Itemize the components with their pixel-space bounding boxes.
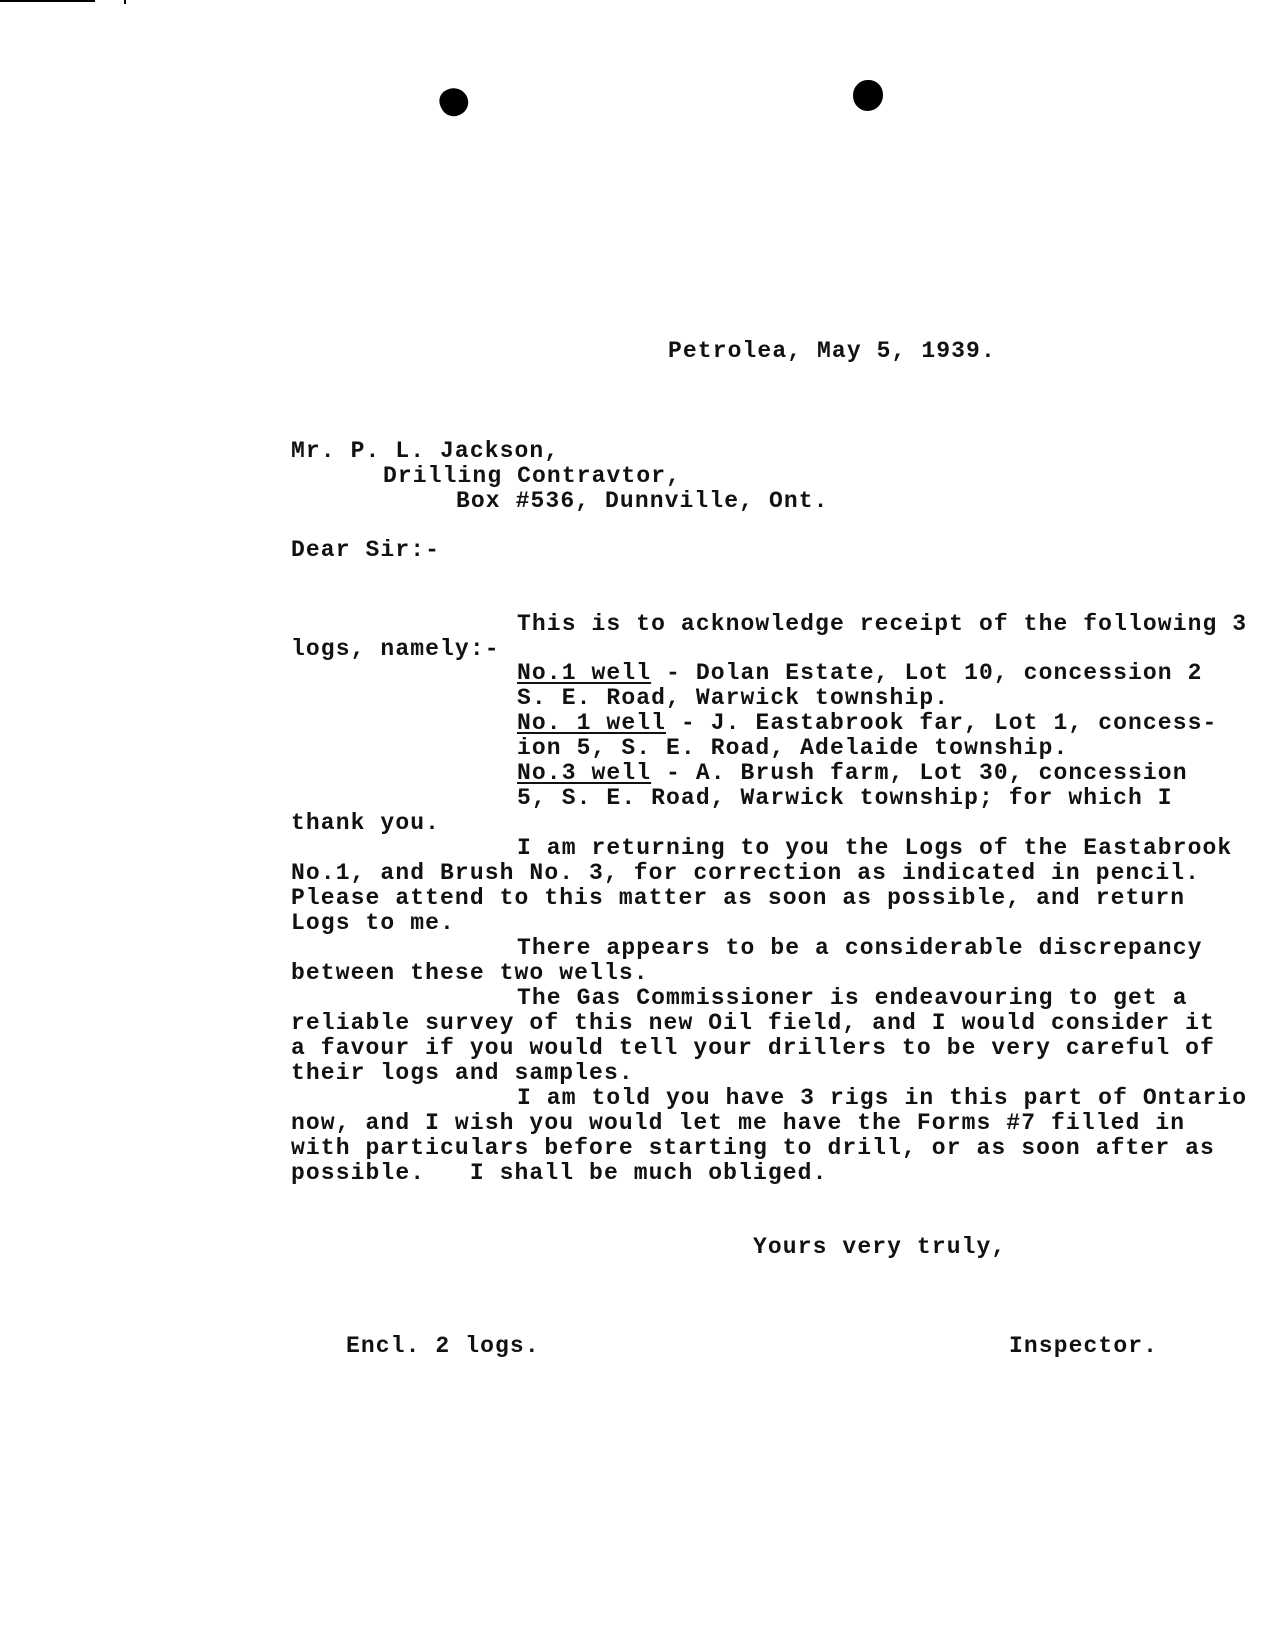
well-label: No. 1 well [517, 710, 667, 736]
body-line: No.1, and Brush No. 3, for correction as indicated in pencil. [291, 860, 1201, 886]
body-line: between these two wells. [291, 960, 649, 986]
well-entry-3 [517, 761, 1188, 786]
body-line: This is to acknowledge receipt of the following 3 [517, 611, 1248, 637]
body-line: thank you. [291, 810, 441, 836]
closing: Yours very truly, [753, 1234, 1007, 1260]
well-description: - Dolan Estate, Lot 10, concession 2 [651, 660, 1203, 686]
punch-hole-left [435, 83, 472, 120]
date-line: Petrolea, May 5, 1939. [668, 338, 996, 364]
punch-hole-right [853, 80, 883, 111]
body-line: S. E. Road, Warwick township. [517, 685, 950, 711]
well-entry-1 [517, 661, 1203, 686]
body-line: ion 5, S. E. Road, Adelaide township. [517, 735, 1069, 761]
recipient-name: Mr. P. L. Jackson, [291, 438, 560, 464]
body-line: I am told you have 3 rigs in this part of Ontario [517, 1085, 1248, 1111]
body-line: now, and I wish you would let me have the Forms #7 filled in [291, 1110, 1186, 1136]
body-line: with particulars before starting to drill, or as soon after as [291, 1135, 1215, 1161]
recipient-title: Drilling Contravtor, [383, 463, 682, 489]
well-description: - A. Brush farm, Lot 30, concession [651, 760, 1188, 786]
body-line: There appears to be a considerable discrepancy [517, 935, 1203, 961]
body-line: Please attend to this matter as soon as possible, and return [291, 885, 1186, 911]
well-label: No.1 well [517, 660, 652, 686]
well-entry-2 [517, 711, 1217, 736]
body-line: their logs and samples. [291, 1060, 634, 1086]
body-line: logs, namely:- [291, 636, 500, 662]
scan-edge-tick [124, 0, 126, 4]
body-line: possible. I shall be much obliged. [291, 1160, 828, 1186]
body-line: Logs to me. [291, 910, 455, 936]
body-line: a favour if you would tell your drillers to be very careful of [291, 1035, 1215, 1061]
body-line: I am returning to you the Logs of the Eastabrook [517, 835, 1233, 861]
recipient-address: Box #536, Dunnville, Ont. [456, 488, 829, 514]
body-line: reliable survey of this new Oil field, and I would consider it [291, 1010, 1215, 1036]
salutation: Dear Sir:- [291, 537, 441, 563]
body-line: The Gas Commissioner is endeavouring to get a [517, 985, 1188, 1011]
well-label: No.3 well [517, 760, 652, 786]
signature-title: Inspector. [1009, 1333, 1159, 1359]
enclosure-note: Encl. 2 logs. [346, 1333, 540, 1359]
scan-edge-mark [0, 0, 95, 2]
well-description: - J. Eastabrook far, Lot 1, concess- [666, 710, 1218, 736]
body-line: 5, S. E. Road, Warwick township; for which I [517, 785, 1173, 811]
